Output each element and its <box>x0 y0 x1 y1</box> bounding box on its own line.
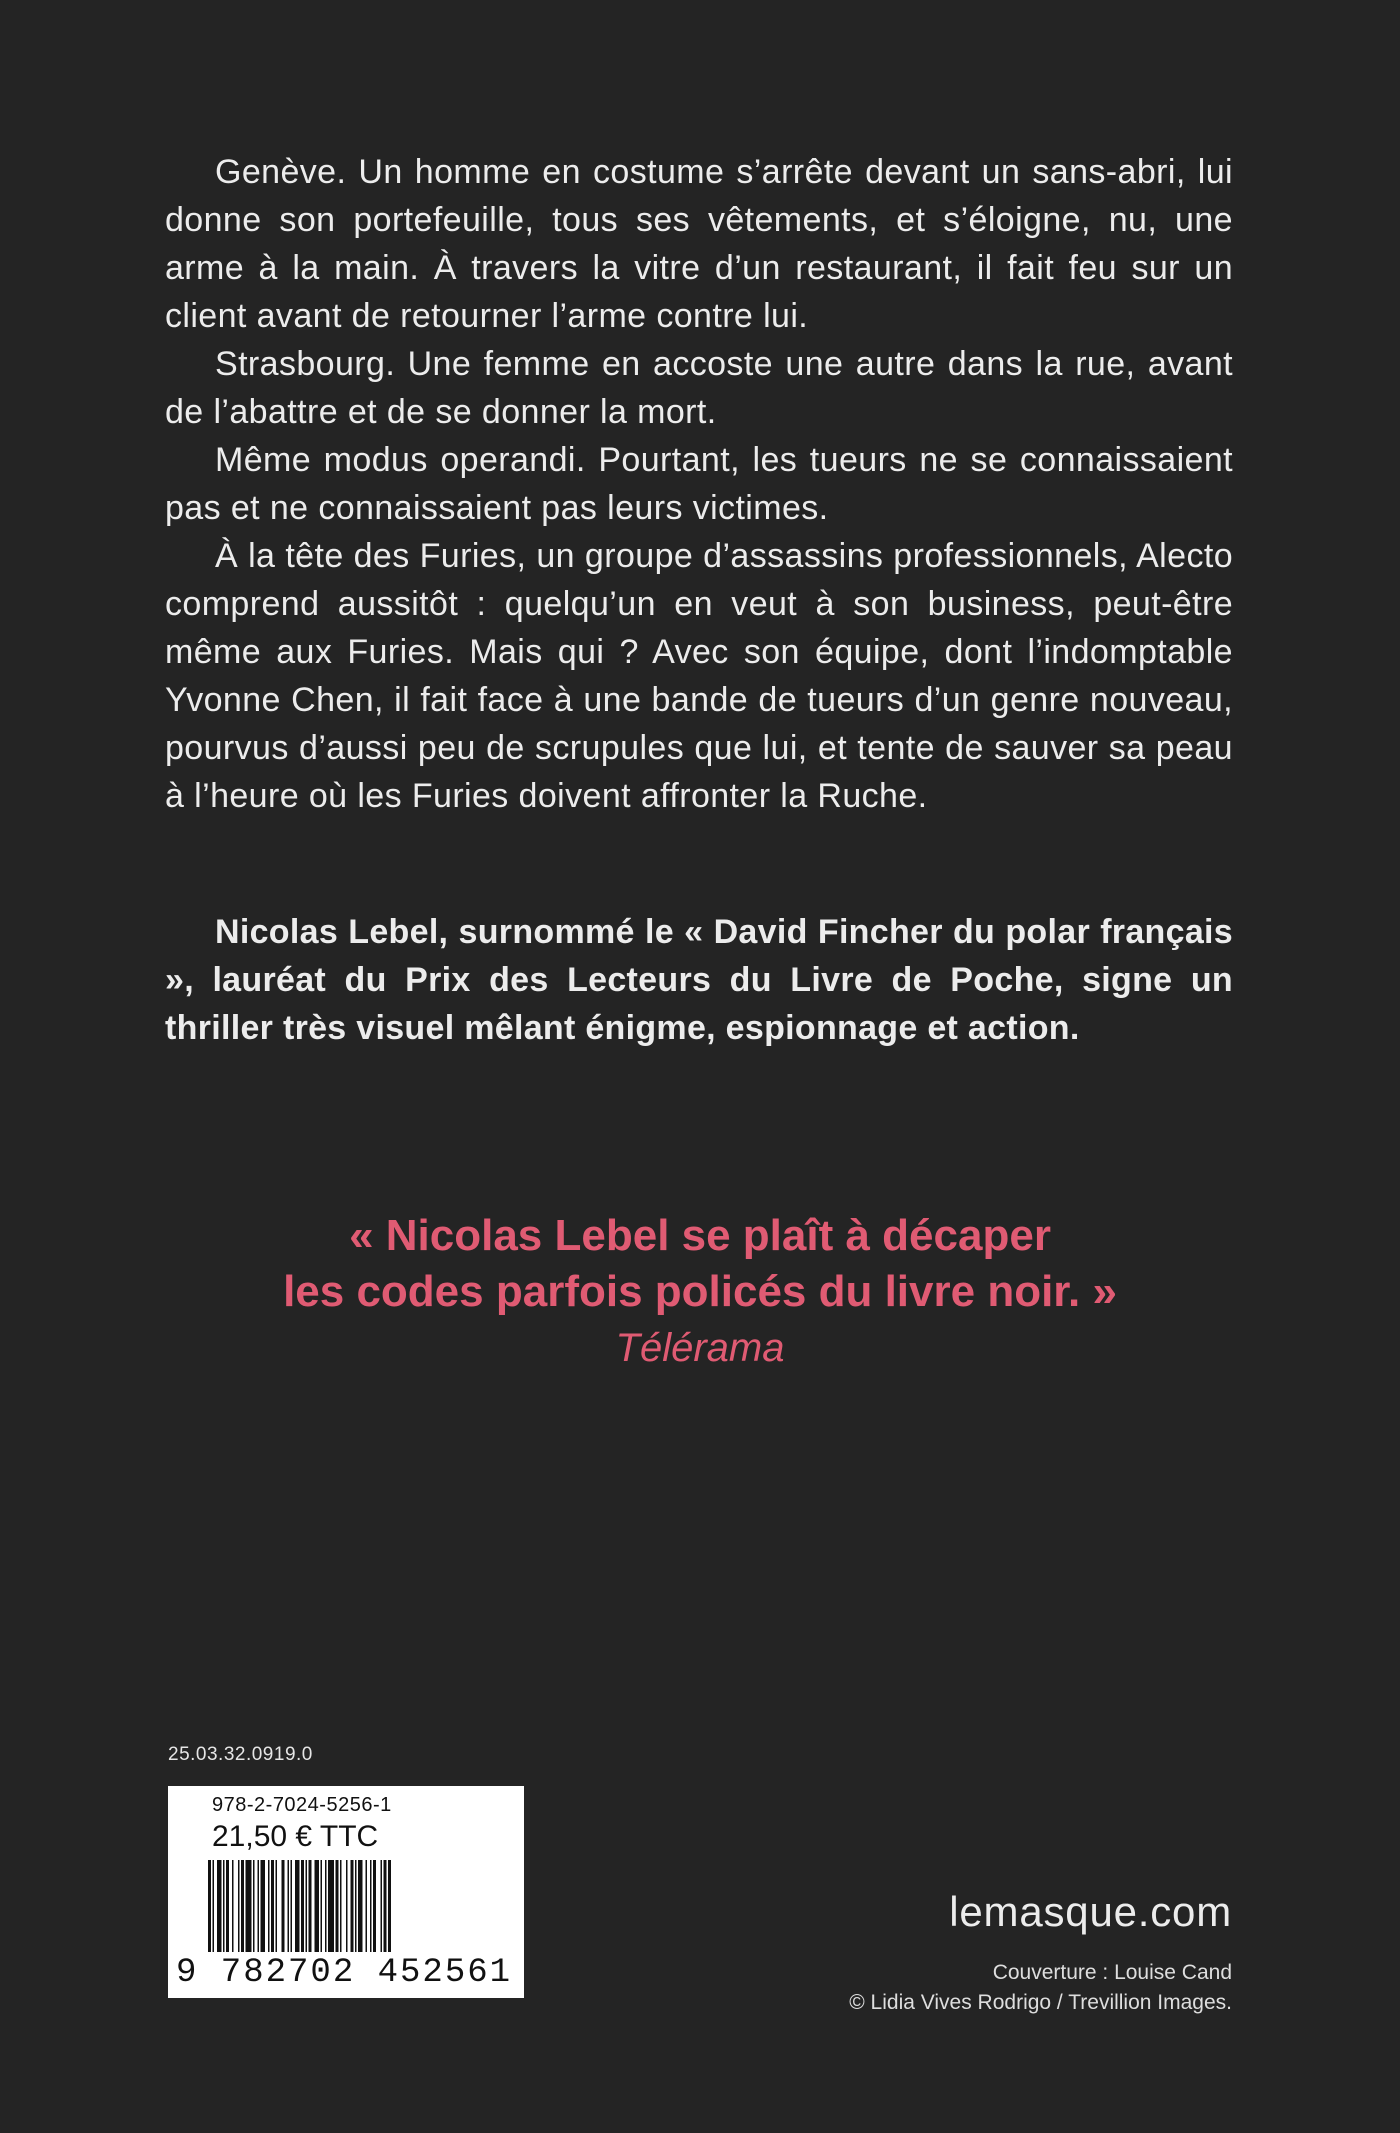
barcode-label <box>168 1786 524 1998</box>
author-blurb <box>165 908 1233 1052</box>
barcode-bar <box>268 1860 270 1952</box>
synopsis-paragraph-4: À la tête des Furies, un groupe d’assassins professionnels, Alecto comprend aussitôt : quelqu’un en veut à son business, peut-être même aux Furies. Mais qui ? Avec son équipe, dont l’indomptable Yvonne Chen, il fait face à une bande de tueurs d’un genre nouveau, pourvus d’aussi peu de scrupules que lui, et tente de sauver sa peau à l’heure où les Furies doivent affronter la Ruche. <box>165 537 1233 815</box>
barcode-bar <box>288 1860 290 1952</box>
barcode-bar <box>223 1860 225 1952</box>
barcode-bar <box>373 1860 376 1952</box>
barcode-bar <box>309 1860 312 1952</box>
barcode-bar <box>271 1860 274 1952</box>
barcode-bar <box>328 1860 334 1952</box>
barcode-bar <box>384 1860 387 1952</box>
author-blurb-text: Nicolas Lebel, surnommé le « David Fincher du polar français », lauréat du Prix des Lecteurs du Livre de Poche, signe un thriller très visuel mêlant énigme, espionnage et action. <box>165 913 1233 1047</box>
barcode-bar <box>295 1860 300 1952</box>
quote-source: Télérama <box>615 1326 785 1370</box>
barcode-bar <box>346 1860 348 1952</box>
barcode-bar <box>336 1860 339 1952</box>
barcode-digits: 9 782702 452561 <box>176 1954 513 1992</box>
barcode-bar <box>325 1860 327 1952</box>
barcode-bar <box>340 1860 342 1952</box>
press-quote <box>0 1208 1400 1374</box>
barcode-bar <box>261 1860 266 1952</box>
barcode-bar <box>213 1860 215 1952</box>
barcode-bar <box>208 1860 211 1952</box>
barcode-bar <box>291 1860 293 1952</box>
isbn: 978-2-7024-5256-1 <box>212 1794 392 1816</box>
barcode-bar <box>258 1860 260 1952</box>
synopsis-paragraph-3: Même modus operandi. Pourtant, les tueurs ne se connaissaient pas et ne connaissaient pas leurs victimes. <box>165 441 1233 527</box>
barcode-bar <box>381 1860 383 1952</box>
publisher-website[interactable]: lemasque.com <box>949 1888 1232 1935</box>
barcode-bar <box>321 1860 323 1952</box>
synopsis <box>165 148 1233 820</box>
barcode-bar <box>246 1860 252 1952</box>
credit-line-2: © Lidia Vives Rodrigo / Trevillion Images. <box>849 1991 1232 2014</box>
quote-line-2: les codes parfois policés du livre noir. » <box>283 1267 1117 1316</box>
barcode-bar <box>388 1860 391 1952</box>
price: 21,50 € TTC <box>212 1820 379 1853</box>
barcode-bar <box>366 1860 368 1952</box>
barcode-bar <box>370 1860 372 1952</box>
credit-line-1: Couverture : Louise Cand <box>992 1961 1232 1984</box>
barcode-bar <box>241 1860 244 1952</box>
barcode-bar <box>217 1860 222 1952</box>
barcode-bars <box>208 1860 492 1952</box>
barcode-bar <box>355 1860 357 1952</box>
quote-line-1: « Nicolas Lebel se plaît à décaper <box>349 1211 1051 1260</box>
barcode-bar <box>306 1860 308 1952</box>
synopsis-paragraph-1: Genève. Un homme en costume s’arrête devant un sans-abri, lui donne son portefeuille, tous ses vêtements, et s’éloigne, nu, une arme à la main. À travers la vitre d’un restaurant, il fait feu sur un client avant de retourner l’arme contre lui. <box>165 153 1233 335</box>
barcode-bar <box>301 1860 304 1952</box>
cover-credits <box>849 1958 1232 2018</box>
barcode-bar <box>253 1860 255 1952</box>
barcode-bar <box>232 1860 234 1952</box>
barcode-bar <box>358 1860 363 1952</box>
barcode-bar <box>351 1860 354 1952</box>
barcode-bar <box>315 1860 320 1952</box>
product-code: 25.03.32.0919.0 <box>168 1744 313 1765</box>
synopsis-paragraph-2: Strasbourg. Une femme en accoste une autre dans la rue, avant de l’abattre et de se donner la mort. <box>165 345 1233 431</box>
barcode-bar <box>276 1860 278 1952</box>
barcode-bar <box>282 1860 285 1952</box>
barcode-bar <box>226 1860 229 1952</box>
barcode-bar <box>238 1860 240 1952</box>
